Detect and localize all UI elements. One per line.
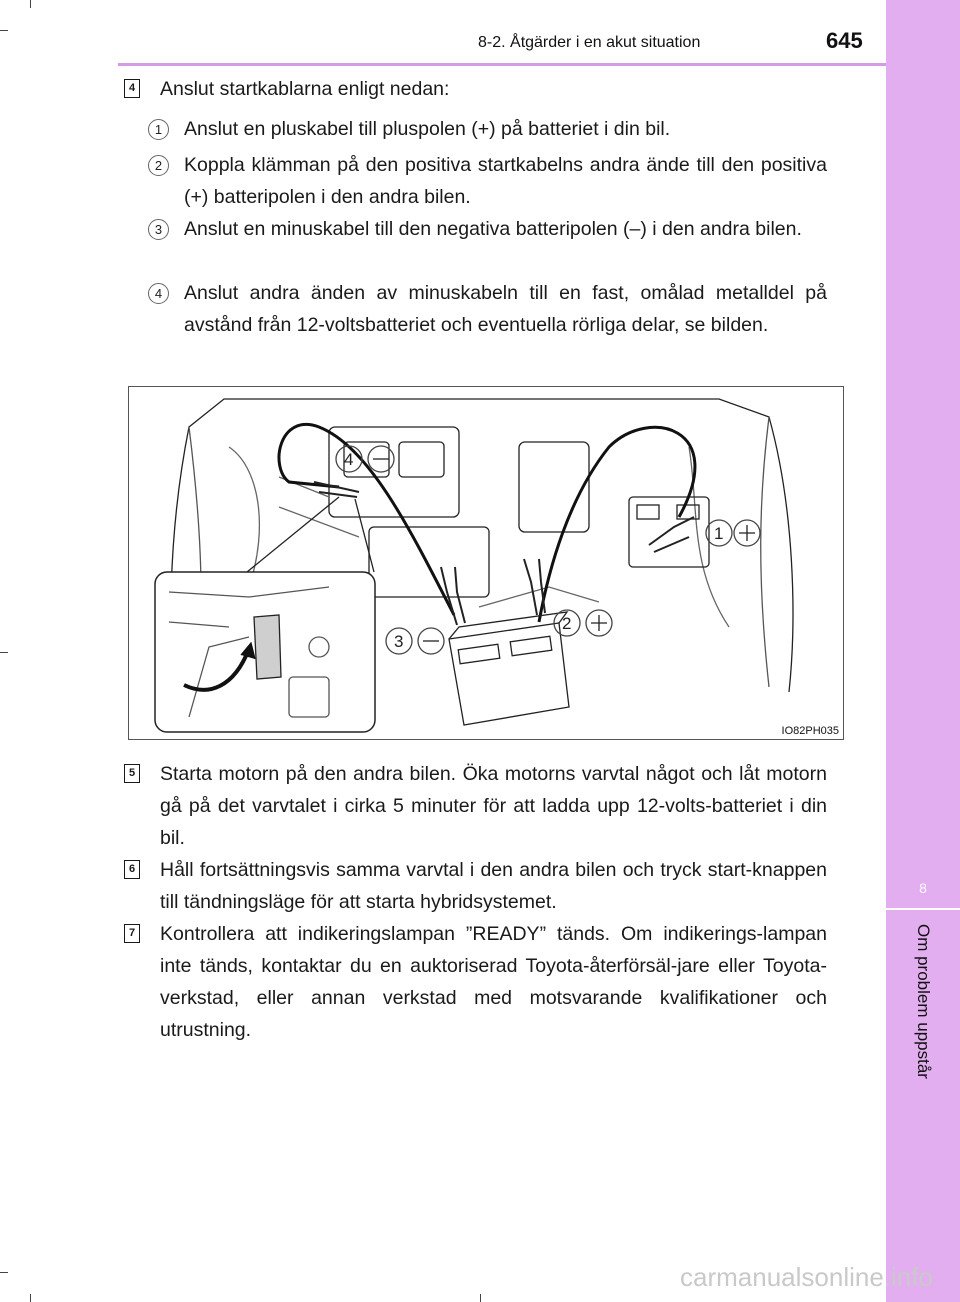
crop-mark	[480, 1294, 481, 1302]
chapter-divider	[886, 908, 960, 910]
jump-start-illustration	[128, 386, 844, 740]
chapter-number: 8	[919, 880, 927, 896]
crop-mark	[0, 1272, 8, 1273]
step-number-box: 4	[124, 79, 140, 98]
figure-code: IO82PH035	[781, 725, 839, 737]
step-text: Starta motorn på den andra bilen. Öka motorns varvtal något och låt motorn gå på det varvtalet i cirka 5 minuter för att ladda upp 12-volts-batteriet i din bil.	[160, 763, 827, 849]
substep-text: Anslut andra änden av minuskabeln till en fast, omålad metalldel på avstånd från 12-voltsbatteriet och eventuella rörliga delar, se bilden.	[184, 282, 827, 336]
crop-mark	[30, 1294, 31, 1302]
page-number: 645	[826, 28, 863, 53]
step-number-box: 6	[124, 860, 140, 879]
crop-mark	[0, 30, 8, 31]
callout-4-number: 4	[344, 450, 354, 469]
step-text: Håll fortsättningsvis samma varvtal i den andra bilen och tryck start-knappen till tändningsläge för att starta hybridsystemet.	[160, 859, 827, 913]
callout-2-number: 2	[562, 614, 572, 633]
callout-1-number: 1	[714, 524, 724, 543]
callout-3-number: 3	[394, 632, 404, 651]
crop-mark	[30, 0, 31, 8]
substep-text: Anslut en minuskabel till den negativa batteripolen (–) i den andra bilen.	[184, 218, 802, 240]
section-title: 8-2. Åtgärder i en akut situation	[478, 34, 701, 51]
chapter-title: Om problem uppstår	[914, 924, 933, 1079]
substep-number: 3	[148, 219, 169, 240]
watermark-text: carmanualsonline.info	[680, 1262, 933, 1292]
step-number-box: 7	[124, 924, 140, 943]
substep-number: 4	[148, 283, 169, 304]
substep-text: Anslut en pluskabel till pluspolen (+) på batteriet i din bil.	[184, 118, 671, 140]
crop-mark	[0, 652, 8, 653]
step-text: Anslut startkablarna enligt nedan:	[160, 78, 450, 100]
header-rule	[118, 63, 886, 66]
substep-text: Koppla klämman på den positiva startkabelns andra ände till den positiva (+) batteripolen i den andra bilen.	[184, 154, 827, 208]
substep-number: 2	[148, 155, 169, 176]
step-number-box: 5	[124, 764, 140, 783]
step-text: Kontrollera att indikeringslampan ”READY” tänds. Om indikerings-lampan inte tänds, kontaktar du en auktoriserad Toyota-återförsäl-jare eller Toyota-verkstad, eller annan verkstad med motsvarande kvalifikationer och utrustning.	[160, 923, 827, 1041]
engine-bay-drawing	[129, 387, 843, 739]
substep-number: 1	[148, 119, 169, 140]
